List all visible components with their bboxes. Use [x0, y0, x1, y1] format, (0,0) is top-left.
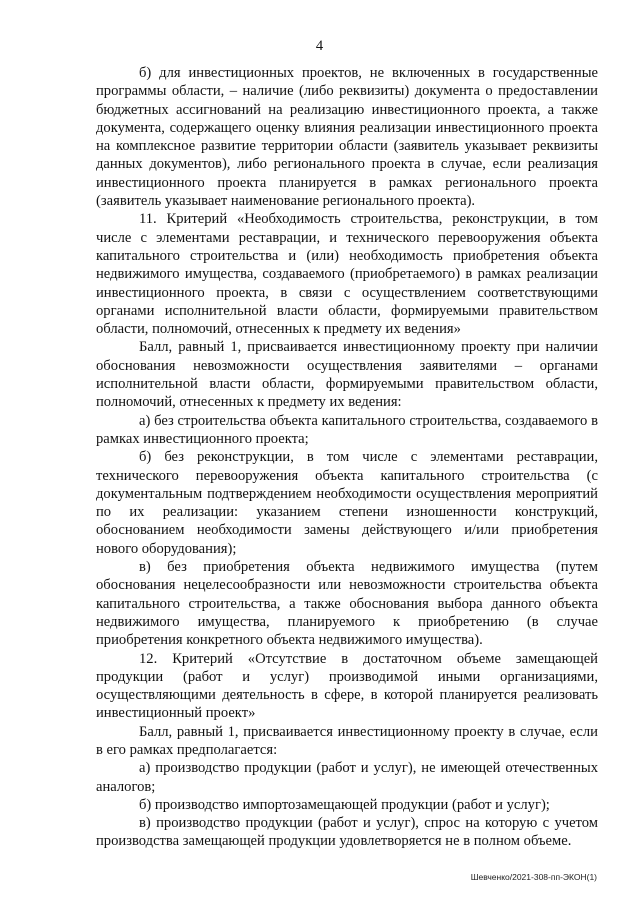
paragraph-score-12: Балл, равный 1, присваивается инвестиционному проекту в случае, если в его рамках предполагается:: [96, 723, 598, 758]
paragraph-11-a: а) без строительства объекта капитального строительства, создаваемого в рамках инвестиционного проекта;: [96, 412, 598, 447]
document-body: [96, 64, 598, 851]
footer-document-code: Шевченко/2021-308-пп-ЭКОН(1): [470, 872, 597, 882]
paragraph-criterion-12: 12. Критерий «Отсутствие в достаточном объеме замещающей продукции (работ и услуг) производимой иными организациями, осуществляющими деятельность в сфере, в которой планируется реализовать инвестиционный проект»: [96, 650, 598, 722]
paragraph-criterion-11: 11. Критерий «Необходимость строительства, реконструкции, в том числе с элементами реставрации, и технического перевооружения объекта капитального строительства и (или) необходимость приобретения объекта недвижимого имущества, создаваемого (приобретаемого) в рамках реализации инвестиционного проекта, в связи с осуществлением соответствующими органами исполнительной власти области, формируемыми правительством области, полномочий, отнесенных к предмету их ведения»: [96, 211, 598, 338]
paragraph-11-v: в) без приобретения объекта недвижимого имущества (путем обоснования нецелесообразности или невозможности строительства объекта капитального строительства, а также обоснования выбора данного объекта недвижимого имущества, планируемого к приобретению (в случае приобретения конкретного объекта недвижимого имущества).: [96, 559, 598, 649]
paragraph-12-v: в) производство продукции (работ и услуг), спрос на которую с учетом производства замещающей продукции удовлетворяется не в полном объеме.: [96, 815, 598, 850]
paragraph-b-program-documents: б) для инвестиционных проектов, не включенных в государственные программы области, – наличие (либо реквизиты) документа о предоставлении бюджетных ассигнований на реализацию инвестиционного проекта, а также документа, содержащего оценку влияния реализации инвестиционного проекта на комплексное развитие территории области (заявитель указывает реквизиты данных документов), либо регионального проекта в случае, если реализация инвестиционного проекта планируется в рамках регионального проекта (заявитель указывает наименование регионального проекта).: [96, 65, 598, 210]
paragraph-12-b: б) производство импортозамещающей продукции (работ и услуг);: [139, 796, 550, 813]
paragraph-12-a: а) производство продукции (работ и услуг), не имеющей отечественных аналогов;: [96, 760, 598, 795]
paragraph-score-11: Балл, равный 1, присваивается инвестиционному проекту при наличии обоснования невозможности осуществления заявителями – органами исполнительной власти области, формируемыми правительством области, полномочий, отнесенных к предмету их ведения:: [96, 339, 598, 411]
paragraph-11-b: б) без реконструкции, в том числе с элементами реставрации, технического перевооружения объекта капитального строительства (с документальным подтверждением необходимости осуществления мероприятий по их реализации: указанием степени изношенности конструкций, обоснованием необходимости замены действующего и/или приобретения нового оборудования);: [96, 449, 598, 557]
page-number: 4: [315, 38, 324, 54]
